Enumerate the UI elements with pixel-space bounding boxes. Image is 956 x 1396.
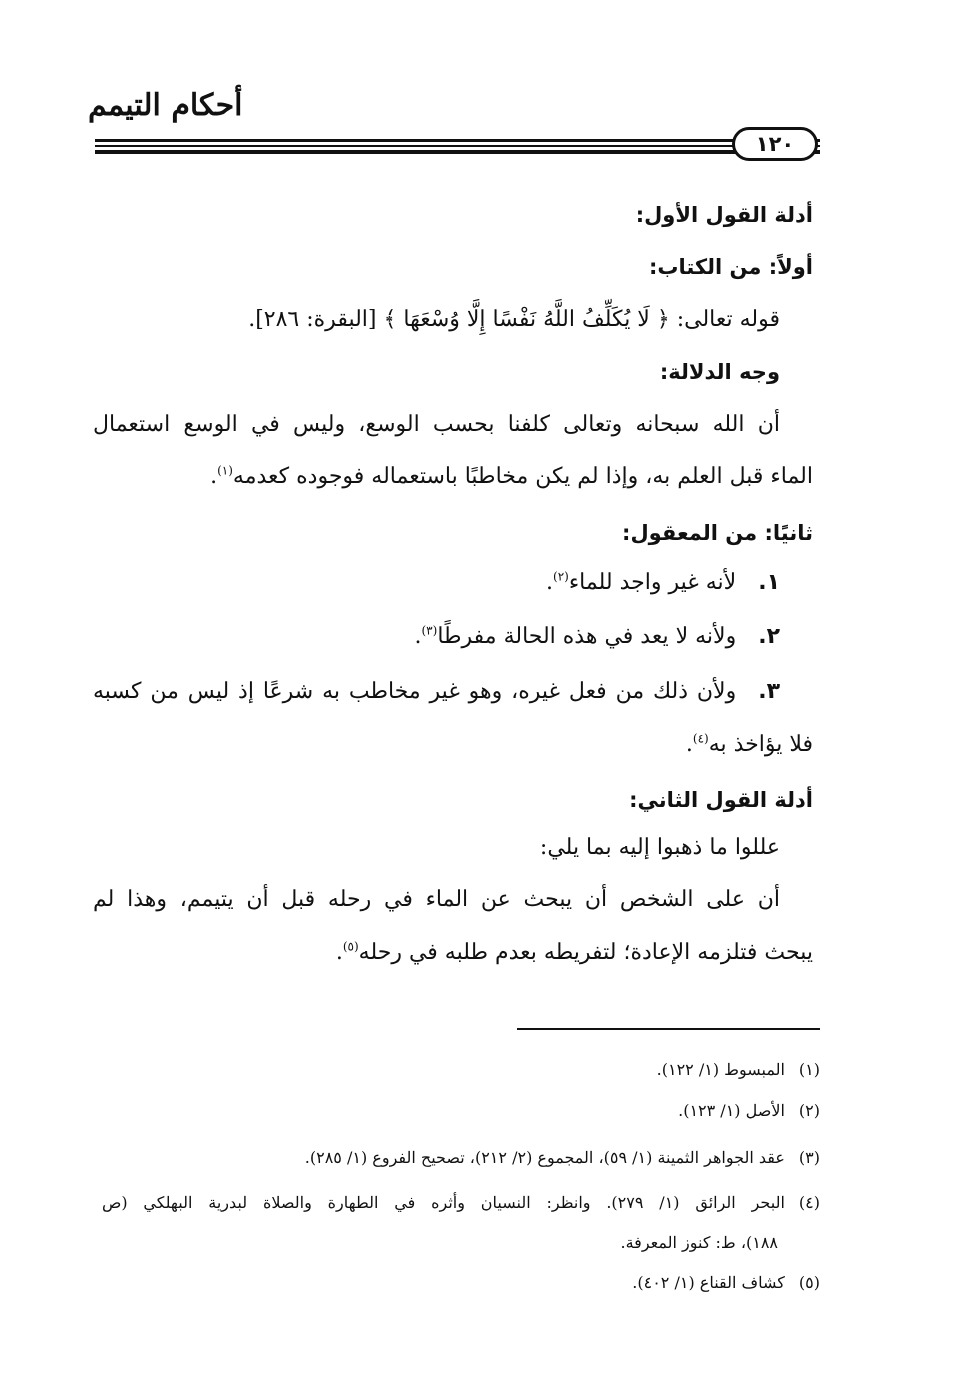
page-number-text: ١٢٠ xyxy=(755,132,795,156)
footnote-ref: (٤) xyxy=(692,731,709,746)
list-text: لأنه غير واجد للماء xyxy=(568,570,737,595)
footnote xyxy=(305,1145,820,1171)
footnote xyxy=(657,1057,820,1083)
footnote-number: (٣) xyxy=(798,1148,820,1167)
paragraph-line: أن الله سبحانه وتعالى كلفنا بحسب الوسع، وليس في الوسع استعمال xyxy=(93,412,780,437)
list-item xyxy=(93,677,780,707)
footnote-text: كشاف القناع (١/ ٤٠٢). xyxy=(632,1273,785,1292)
list-number: ٢. xyxy=(758,624,780,649)
paragraph-line: الماء قبل العلم به، وإذا لم يكن مخاطبًا باستعماله فوجوده كعدمه$^{(١)}$. xyxy=(210,463,813,489)
footnote-ref: (٣) xyxy=(421,623,438,638)
footnote xyxy=(632,1270,820,1296)
paragraph-text: يبحث فتلزمه الإعادة؛ لتفريطه بعدم طلبه في رحله xyxy=(358,940,813,965)
heading-second-evidence: أدلة القول الثاني: xyxy=(629,788,813,812)
heading-indication: وجه الدلالة: xyxy=(659,360,780,384)
heading-from-reason: ثانيًا: من المعقول: xyxy=(622,521,813,545)
footnote-number: (٢) xyxy=(798,1101,820,1120)
paragraph-line: أن على الشخص أن يبحث عن الماء في رحله قبل أن يتيمم، وهذا لم xyxy=(93,887,780,912)
footnote-text: عقد الجواهر الثمينة (١/ ٥٩)، المجموع (٢/ ٢١٢)، تصحيح الفروع (١/ ٢٨٥). xyxy=(304,1148,785,1167)
list-text: فلا يؤاخذ به xyxy=(708,732,813,757)
list-item: ٢.ولأنه لا يعد في هذه الحالة مفرطًا$^{(٣)}$. xyxy=(414,622,780,652)
footnote-text: البحر الرائق (١/ ٢٧٩). وانظر: النسيان وأثره في الطهارة والصلاة لبدرية البهلكي (ص xyxy=(102,1193,785,1212)
footnote-continued: ١٨٨)، ط: كنوز المعرفة. xyxy=(620,1233,778,1252)
footnote-ref: (٥) xyxy=(342,939,359,954)
header-rule xyxy=(95,150,820,154)
footnote-text: الأصل (١/ ١٢٣). xyxy=(678,1101,785,1120)
list-number: ١. xyxy=(758,570,780,595)
footnote-separator xyxy=(517,1028,820,1030)
header-rule xyxy=(95,139,820,142)
footnote-text: المبسوط (١/ ١٢٢). xyxy=(656,1060,785,1079)
header-rule xyxy=(95,145,820,147)
list-number: ٣. xyxy=(758,679,780,704)
running-title: أحكام التيمم xyxy=(88,88,243,123)
heading-first-evidence: أدلة القول الأول: xyxy=(635,203,813,227)
list-text: ولأن ذلك من فعل غيره، وهو غير مخاطب به شرعًا إذ ليس من كسبه xyxy=(93,679,737,704)
list-item-continued: فلا يؤاخذ به$^{(٤)}$. xyxy=(685,731,813,757)
list-text: ولأنه لا يعد في هذه الحالة مفرطًا xyxy=(437,624,737,649)
footnote-ref: (٢) xyxy=(553,569,569,584)
footnote-number: (٤) xyxy=(798,1193,820,1212)
footnote-ref: (١) xyxy=(217,463,233,478)
list-item: ١.لأنه غير واجد للماء$^{(٢)}$. xyxy=(546,568,780,598)
footnote-number: (٥) xyxy=(798,1273,820,1292)
footnote xyxy=(678,1098,820,1124)
heading-from-book: أولاً: من الكتاب: xyxy=(648,255,813,279)
paragraph-text: الماء قبل العلم به، وإذا لم يكن مخاطبًا باستعماله فوجوده كعدمه xyxy=(232,464,813,489)
footnote-number: (١) xyxy=(798,1060,820,1079)
page-number xyxy=(732,127,818,161)
footnote xyxy=(102,1190,820,1216)
paragraph-line: يبحث فتلزمه الإعادة؛ لتفريطه بعدم طلبه في رحله$^{(٥)}$. xyxy=(335,939,813,965)
paragraph-line: عللوا ما ذهبوا إليه بما يلي: xyxy=(539,835,780,860)
verse-line: قوله تعالى: ﴿ لَا يُكَلِّفُ اللَّهُ نَفْسًا إِلَّا وُسْعَهَا ﴾ [البقرة: ٢٨٦]. xyxy=(248,307,780,332)
